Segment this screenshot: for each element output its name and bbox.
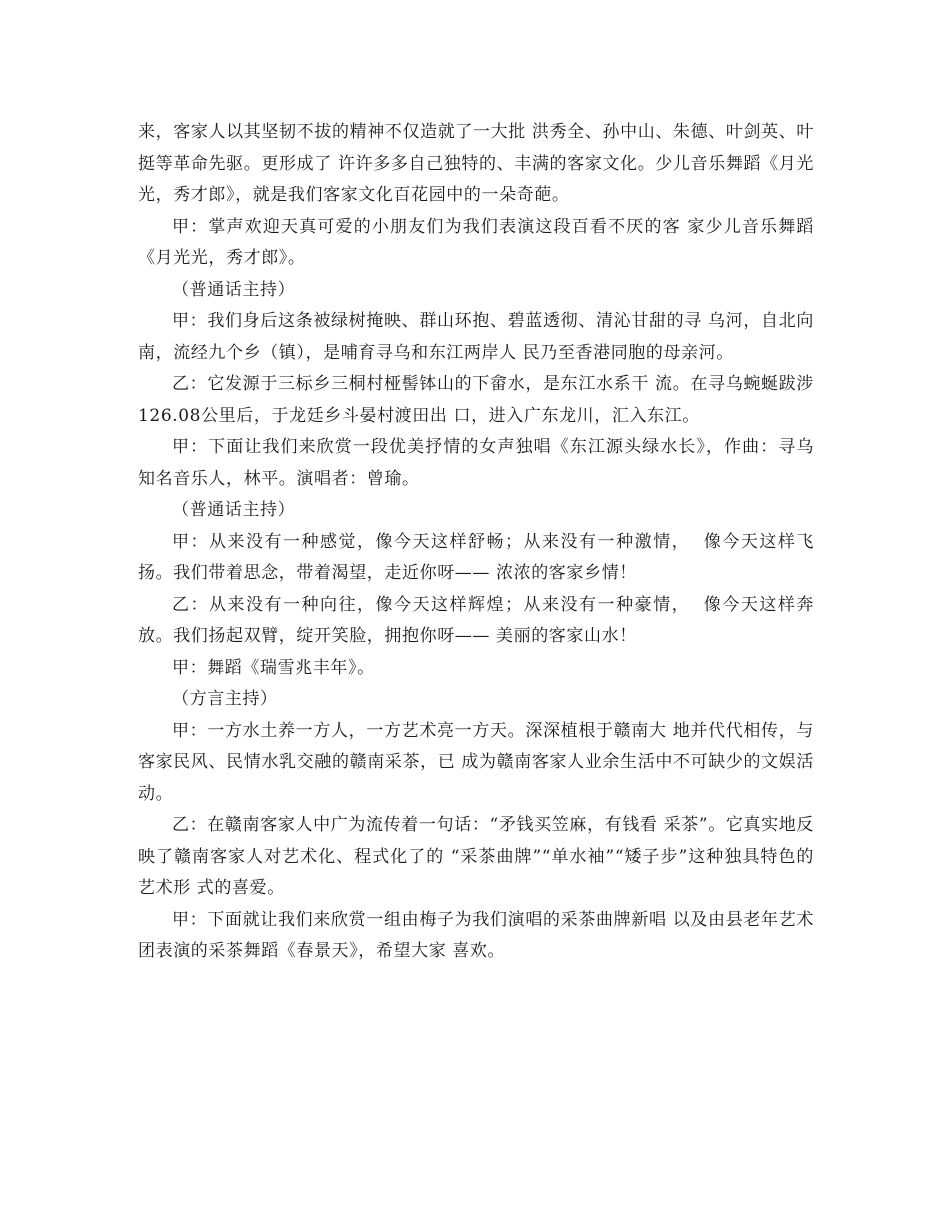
paragraph-mandarin-host-1: （普通话主持） — [172, 279, 296, 300]
paragraph-saying: 乙：在赣南客家人中广为流传着一句话：“矛钱买笠麻，有钱看 采茶”。它真实地反映了赣南客家人对艺术化、程式化了的 “采茶曲牌”“单水袖”“矮子步”这种独具特色的艺术形 式的喜爱。 — [138, 815, 814, 898]
paragraph-longing: 乙：从来没有一种向往，像今天这样辉煌；从来没有一种豪情， 像今天这样奔放。我们扬起双臂，绽开笑脸，拥抱你呀—— 美丽的客家山水！ — [138, 594, 814, 646]
paragraph-performance-intro: 甲：下面就让我们来欣赏一组由梅子为我们演唱的采茶曲牌新唱 以及由县老年艺术团表演的采茶舞蹈《春景天》，希望大家 喜欢。 — [138, 909, 814, 961]
paragraph-dance-intro: 甲：舞蹈《瑞雪兆丰年》。 — [172, 657, 375, 678]
paragraph-hakka-culture: 来，客家人以其坚韧不拔的精神不仅造就了一大批 洪秀全、孙中山、朱德、叶剑英、叶挺等革命先驱。更形成了 许许多多自己独特的、丰满的客家文化。少儿音乐舞蹈《月光 光，秀才郎》，就是我们客家文化百花园中的一朵奇葩。 — [138, 122, 821, 205]
paragraph-dialect-host: （方言主持） — [172, 689, 278, 709]
document-body — [138, 117, 821, 968]
paragraph-xunwu-river: 甲：我们身后这条被绿树掩映、群山环抱、碧蓝透彻、清沁甘甜的寻 乌河，自北向南，流经九个乡（镇），是哺育寻乌和东江两岸人 民乃至香港同胞的母亲河。 — [138, 311, 814, 363]
paragraph-feeling: 甲：从来没有一种感觉，像今天这样舒畅；从来没有一种激情， 像今天这样飞扬。我们带着思念，带着渴望，走近你呀—— 浓浓的客家乡情！ — [138, 531, 814, 583]
paragraph-mandarin-host-2: （普通话主持） — [172, 500, 296, 520]
paragraph-solo-song-intro: 甲：下面让我们来欣赏一段优美抒情的女声独唱《东江源头绿水长》，作曲：寻乌知名音乐人，林平。演唱者：曾瑜。 — [138, 437, 814, 489]
paragraph-applause-intro: 甲：掌声欢迎天真可爱的小朋友们为我们表演这段百看不厌的客 家少儿音乐舞蹈《月光光，秀才郎》。 — [138, 216, 814, 268]
paragraph-river-source: 乙：它发源于三标乡三桐村桠髻钵山的下畲水，是东江水系干 流。在寻乌蜿蜒跋涉126.08公里后，于龙廷乡斗晏村渡田出 口，进入广东龙川，汇入东江。 — [138, 374, 814, 426]
paragraph-tea-picking-opera: 甲：一方水土养一方人，一方艺术亮一方天。深深植根于赣南大 地并代代相传，与客家民风、民情水乳交融的赣南采茶，已 成为赣南客家人业余生活中不可缺少的文娱活动。 — [138, 720, 814, 804]
